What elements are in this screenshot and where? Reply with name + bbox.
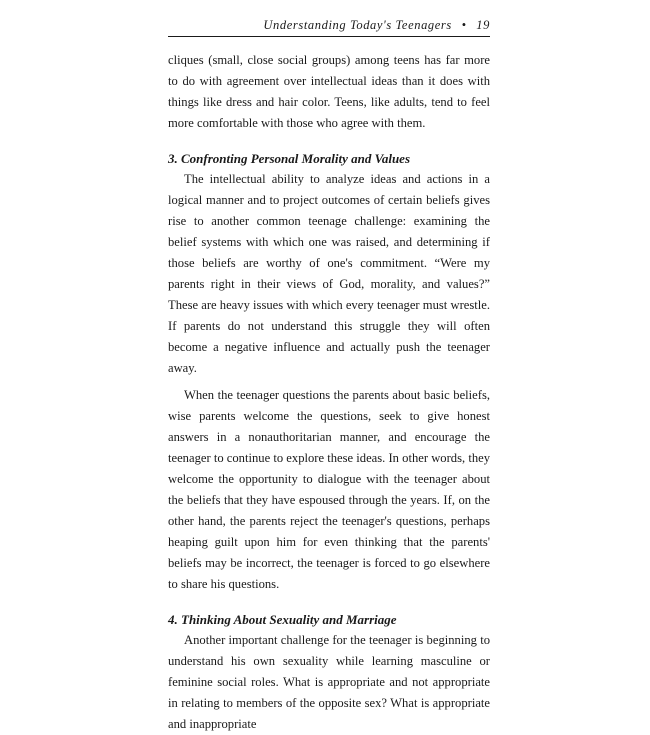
running-header bbox=[170, 18, 490, 33]
section-heading-3: 3. Confronting Personal Morality and Values bbox=[168, 151, 410, 166]
paragraph-sexuality: Another important challenge for the teenager is beginning to understand his own sexuality while learning masculine or feminine social roles. What is appropriate and not appropriate in relating to members of the opposite sex? What is appropriate and inappropriate bbox=[168, 633, 490, 731]
header-separator: • bbox=[461, 18, 467, 32]
page-body bbox=[168, 50, 490, 735]
paragraph-continuation: cliques (small, close social groups) among teens has far more to do with agreement over intellectual ideas than it does with things like dress and hair color. Teens, like adults, tend to feel more comfortable with those who agree with them. bbox=[168, 53, 490, 130]
running-title: Understanding Today's Teenagers bbox=[263, 18, 452, 32]
section-heading-4: 4. Thinking About Sexuality and Marriage bbox=[168, 612, 397, 627]
paragraph-questions: When the teenager questions the parents about basic beliefs, wise parents welcome the questions, seek to give honest answers in a nonauthoritarian manner, and encourage the teenager to continue to explore these ideas. In other words, they welcome the opportunity to dialogue with the teenager about the beliefs that they have espoused through the years. If, on the other hand, the parents reject the teenager's questions, perhaps heaping guilt upon him for even thinking that the parents' beliefs may be incorrect, the teenager is forced to go elsewhere to share his questions. bbox=[168, 388, 490, 591]
page-number: 19 bbox=[476, 18, 490, 32]
header-rule bbox=[168, 36, 490, 37]
paragraph-morality: The intellectual ability to analyze ideas and actions in a logical manner and to project outcomes of certain beliefs gives rise to another common teenage challenge: examining the belief systems with which one was raised, and determining if those beliefs are worthy of one's commitment. “Were my parents right in their views of God, morality, and values?” These are heavy issues with which every teenager must wrestle. If parents do not understand this struggle they will often become a negative influence and actually push the teenager away. bbox=[168, 172, 490, 375]
